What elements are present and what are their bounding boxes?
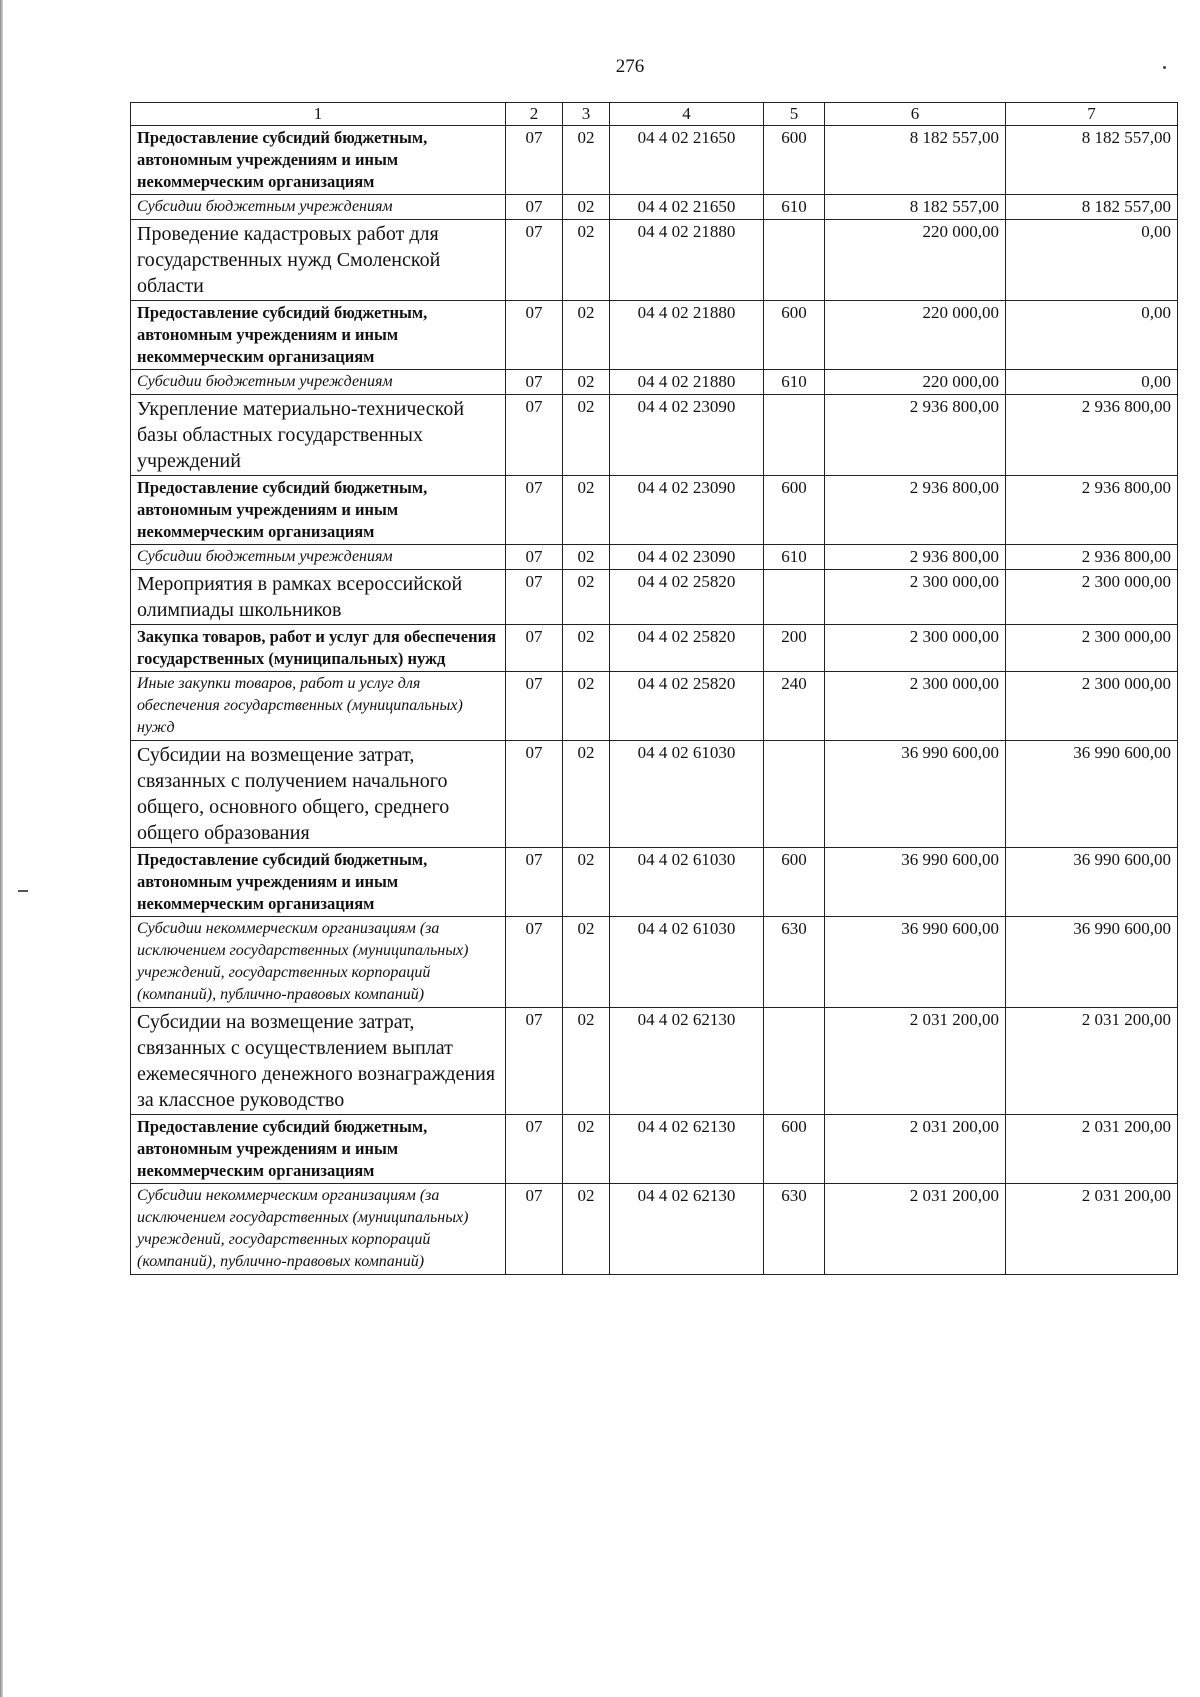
- row-name-cell: Субсидии на возмещение затрат, связанных с осуществлением выплат ежемесячного денежного вознаграждения за классное руководство: [131, 1008, 506, 1115]
- amount-col-6-cell: 2 300 000,00: [825, 672, 1006, 741]
- amount-col-6-cell: 8 182 557,00: [825, 126, 1006, 195]
- subsection-code-cell: 02: [563, 672, 610, 741]
- amount-col-7-cell: 0,00: [1006, 370, 1178, 395]
- amount-col-6-cell: 220 000,00: [825, 370, 1006, 395]
- target-article-cell: 04 4 02 23090: [610, 395, 764, 476]
- amount-col-6-cell: 2 031 200,00: [825, 1184, 1006, 1275]
- section-code-cell: 07: [506, 126, 563, 195]
- amount-col-7-cell: 2 300 000,00: [1006, 625, 1178, 672]
- header-col-4: 4: [610, 103, 764, 126]
- section-code-cell: 07: [506, 545, 563, 570]
- amount-col-7-cell: 8 182 557,00: [1006, 126, 1178, 195]
- amount-col-6-cell: 2 936 800,00: [825, 395, 1006, 476]
- subsection-code-cell: 02: [563, 395, 610, 476]
- amount-col-6-cell: 8 182 557,00: [825, 195, 1006, 220]
- subsection-code-cell: 02: [563, 370, 610, 395]
- amount-col-6-cell: 2 031 200,00: [825, 1115, 1006, 1184]
- target-article-cell: 04 4 02 61030: [610, 848, 764, 917]
- row-name-cell: Предоставление субсидий бюджетным, автономным учреждениям и иным некоммерческим организациям: [131, 848, 506, 917]
- table-row: [131, 395, 1178, 476]
- amount-col-7-cell: 2 300 000,00: [1006, 672, 1178, 741]
- amount-col-6-cell: 220 000,00: [825, 301, 1006, 370]
- row-name-cell: Закупка товаров, работ и услуг для обеспечения государственных (муниципальных) нужд: [131, 625, 506, 672]
- amount-col-6-cell: 36 990 600,00: [825, 917, 1006, 1008]
- header-row: [131, 103, 1178, 126]
- subsection-code-cell: 02: [563, 917, 610, 1008]
- table-row: [131, 625, 1178, 672]
- section-code-cell: 07: [506, 848, 563, 917]
- expense-type-cell: 630: [764, 917, 825, 1008]
- header-col-2: 2: [506, 103, 563, 126]
- amount-col-6-cell: 2 031 200,00: [825, 1008, 1006, 1115]
- target-article-cell: 04 4 02 21650: [610, 126, 764, 195]
- expense-type-cell: 600: [764, 126, 825, 195]
- table-row: [131, 1184, 1178, 1275]
- table-row: [131, 126, 1178, 195]
- table-row: [131, 476, 1178, 545]
- subsection-code-cell: 02: [563, 545, 610, 570]
- amount-col-7-cell: 36 990 600,00: [1006, 917, 1178, 1008]
- section-code-cell: 07: [506, 1008, 563, 1115]
- subsection-code-cell: 02: [563, 625, 610, 672]
- subsection-code-cell: 02: [563, 1115, 610, 1184]
- row-name-cell: Субсидии некоммерческим организациям (за исключением государственных (муниципальных) учреждений, государственных корпораций (компаний), публично-правовых компаний): [131, 1184, 506, 1275]
- row-name-cell: Мероприятия в рамках всероссийской олимпиады школьников: [131, 570, 506, 625]
- row-name-cell: Субсидии на возмещение затрат, связанных с получением начального общего, основного общего, среднего общего образования: [131, 741, 506, 848]
- amount-col-7-cell: 2 936 800,00: [1006, 545, 1178, 570]
- section-code-cell: 07: [506, 672, 563, 741]
- section-code-cell: 07: [506, 195, 563, 220]
- section-code-cell: 07: [506, 370, 563, 395]
- subsection-code-cell: 02: [563, 741, 610, 848]
- subsection-code-cell: 02: [563, 301, 610, 370]
- amount-col-7-cell: 2 031 200,00: [1006, 1184, 1178, 1275]
- subsection-code-cell: 02: [563, 848, 610, 917]
- row-name-cell: Предоставление субсидий бюджетным, автономным учреждениям и иным некоммерческим организациям: [131, 476, 506, 545]
- amount-col-7-cell: 0,00: [1006, 301, 1178, 370]
- section-code-cell: 07: [506, 917, 563, 1008]
- header-col-1: 1: [131, 103, 506, 126]
- scan-edge: [0, 0, 3, 1697]
- row-name-cell: Субсидии бюджетным учреждениям: [131, 370, 506, 395]
- amount-col-6-cell: 36 990 600,00: [825, 848, 1006, 917]
- scan-speck: [1163, 66, 1166, 69]
- row-name-cell: Субсидии некоммерческим организациям (за исключением государственных (муниципальных) учреждений, государственных корпораций (компаний), публично-правовых компаний): [131, 917, 506, 1008]
- section-code-cell: 07: [506, 476, 563, 545]
- expense-type-cell: [764, 220, 825, 301]
- target-article-cell: 04 4 02 25820: [610, 672, 764, 741]
- amount-col-6-cell: 2 300 000,00: [825, 625, 1006, 672]
- row-name-cell: Укрепление материально-технической базы областных государственных учреждений: [131, 395, 506, 476]
- table-row: [131, 672, 1178, 741]
- target-article-cell: 04 4 02 23090: [610, 476, 764, 545]
- amount-col-6-cell: 36 990 600,00: [825, 741, 1006, 848]
- expense-type-cell: [764, 395, 825, 476]
- section-code-cell: 07: [506, 220, 563, 301]
- row-name-cell: Субсидии бюджетным учреждениям: [131, 195, 506, 220]
- subsection-code-cell: 02: [563, 476, 610, 545]
- target-article-cell: 04 4 02 21880: [610, 301, 764, 370]
- table-row: [131, 848, 1178, 917]
- amount-col-7-cell: 2 936 800,00: [1006, 476, 1178, 545]
- table-row: [131, 570, 1178, 625]
- section-code-cell: 07: [506, 570, 563, 625]
- amount-col-7-cell: 2 031 200,00: [1006, 1115, 1178, 1184]
- target-article-cell: 04 4 02 21880: [610, 370, 764, 395]
- amount-col-6-cell: 220 000,00: [825, 220, 1006, 301]
- table-row: [131, 545, 1178, 570]
- row-name-cell: Субсидии бюджетным учреждениям: [131, 545, 506, 570]
- expense-type-cell: 200: [764, 625, 825, 672]
- target-article-cell: 04 4 02 21880: [610, 220, 764, 301]
- section-code-cell: 07: [506, 301, 563, 370]
- section-code-cell: 07: [506, 625, 563, 672]
- amount-col-7-cell: 2 936 800,00: [1006, 395, 1178, 476]
- table-row: [131, 917, 1178, 1008]
- table-row: [131, 1008, 1178, 1115]
- header-col-7: 7: [1006, 103, 1178, 126]
- subsection-code-cell: 02: [563, 1184, 610, 1275]
- table-row: [131, 741, 1178, 848]
- expense-type-cell: 610: [764, 195, 825, 220]
- target-article-cell: 04 4 02 62130: [610, 1184, 764, 1275]
- expense-type-cell: 600: [764, 301, 825, 370]
- expense-type-cell: 610: [764, 370, 825, 395]
- page-number: 276: [615, 56, 645, 77]
- expense-type-cell: [764, 741, 825, 848]
- expense-type-cell: 630: [764, 1184, 825, 1275]
- section-code-cell: 07: [506, 1184, 563, 1275]
- table-row: [131, 370, 1178, 395]
- row-name-cell: Иные закупки товаров, работ и услуг для обеспечения государственных (муниципальных) нужд: [131, 672, 506, 741]
- target-article-cell: 04 4 02 21650: [610, 195, 764, 220]
- table-row: [131, 1115, 1178, 1184]
- expense-type-cell: [764, 1008, 825, 1115]
- header-col-5: 5: [764, 103, 825, 126]
- expense-type-cell: [764, 570, 825, 625]
- amount-col-6-cell: 2 936 800,00: [825, 545, 1006, 570]
- target-article-cell: 04 4 02 62130: [610, 1008, 764, 1115]
- expense-type-cell: 600: [764, 848, 825, 917]
- subsection-code-cell: 02: [563, 570, 610, 625]
- section-code-cell: 07: [506, 1115, 563, 1184]
- amount-col-7-cell: 0,00: [1006, 220, 1178, 301]
- amount-col-7-cell: 36 990 600,00: [1006, 741, 1178, 848]
- expense-type-cell: 610: [764, 545, 825, 570]
- row-name-cell: Предоставление субсидий бюджетным, автономным учреждениям и иным некоммерческим организациям: [131, 126, 506, 195]
- section-code-cell: 07: [506, 741, 563, 848]
- target-article-cell: 04 4 02 61030: [610, 917, 764, 1008]
- scan-mark: [18, 890, 28, 892]
- row-name-cell: Проведение кадастровых работ для государственных нужд Смоленской области: [131, 220, 506, 301]
- header-col-6: 6: [825, 103, 1006, 126]
- table-row: [131, 220, 1178, 301]
- amount-col-7-cell: 36 990 600,00: [1006, 848, 1178, 917]
- subsection-code-cell: 02: [563, 220, 610, 301]
- header-col-3: 3: [563, 103, 610, 126]
- target-article-cell: 04 4 02 61030: [610, 741, 764, 848]
- amount-col-6-cell: 2 300 000,00: [825, 570, 1006, 625]
- table-body: [131, 126, 1178, 1275]
- target-article-cell: 04 4 02 25820: [610, 570, 764, 625]
- table-row: [131, 301, 1178, 370]
- subsection-code-cell: 02: [563, 195, 610, 220]
- section-code-cell: 07: [506, 395, 563, 476]
- amount-col-7-cell: 2 031 200,00: [1006, 1008, 1178, 1115]
- target-article-cell: 04 4 02 23090: [610, 545, 764, 570]
- amount-col-6-cell: 2 936 800,00: [825, 476, 1006, 545]
- table-row: [131, 195, 1178, 220]
- target-article-cell: 04 4 02 25820: [610, 625, 764, 672]
- row-name-cell: Предоставление субсидий бюджетным, автономным учреждениям и иным некоммерческим организациям: [131, 1115, 506, 1184]
- amount-col-7-cell: 2 300 000,00: [1006, 570, 1178, 625]
- subsection-code-cell: 02: [563, 126, 610, 195]
- budget-table: [130, 102, 1178, 1275]
- row-name-cell: Предоставление субсидий бюджетным, автономным учреждениям и иным некоммерческим организациям: [131, 301, 506, 370]
- expense-type-cell: 240: [764, 672, 825, 741]
- expense-type-cell: 600: [764, 1115, 825, 1184]
- expense-type-cell: 600: [764, 476, 825, 545]
- subsection-code-cell: 02: [563, 1008, 610, 1115]
- target-article-cell: 04 4 02 62130: [610, 1115, 764, 1184]
- amount-col-7-cell: 8 182 557,00: [1006, 195, 1178, 220]
